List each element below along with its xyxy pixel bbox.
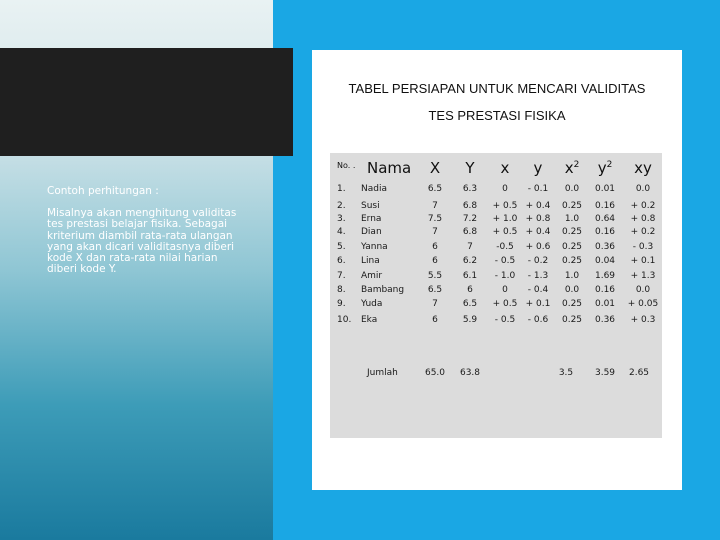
cell-x2: 0.25 (561, 201, 583, 211)
cell-x: - 0.5 (494, 315, 516, 325)
total-X: 65.0 (424, 368, 446, 378)
cell-y2: 0.36 (594, 242, 616, 252)
header-x: x (500, 159, 510, 177)
cell-X: 6 (432, 315, 438, 325)
cell-X: 5.5 (427, 271, 443, 281)
cell-Y: 6.8 (462, 227, 478, 237)
cell-x: - 1.0 (494, 271, 516, 281)
table-title-line1: TABEL PERSIAPAN UNTUK MENCARI VALIDITAS (348, 81, 646, 96)
cell-x2: 0.25 (561, 256, 583, 266)
cell-y: - 1.3 (527, 271, 549, 281)
header-y2 (598, 159, 613, 177)
cell-y: - 0.6 (527, 315, 549, 325)
cell-x: 0 (502, 184, 508, 194)
total-Y: 63.8 (459, 368, 481, 378)
cell-X: 6.5 (427, 285, 443, 295)
cell-Y: 6.2 (462, 256, 478, 266)
cell-no: 5. (337, 242, 346, 252)
cell-nama: Lina (361, 256, 380, 266)
cell-x: + 0.5 (492, 299, 518, 309)
cell-x2: 0.0 (564, 184, 580, 194)
cell-Y: 6.8 (462, 201, 478, 211)
cell-y2: 0.01 (594, 184, 616, 194)
table-title-line2: TES PRESTASI FISIKA (428, 108, 566, 123)
total-label: Jumlah (367, 368, 398, 378)
cell-no: 6. (337, 256, 346, 266)
total-y2: 3.59 (594, 368, 616, 378)
cell-x2: 0.25 (561, 242, 583, 252)
cell-Y: 6.5 (462, 299, 478, 309)
cell-X: 7 (432, 201, 438, 211)
header-xy: xy (634, 159, 652, 177)
cell-xy: 0.0 (635, 285, 651, 295)
cell-x: -0.5 (496, 242, 514, 252)
cell-no: 1. (337, 184, 346, 194)
cell-x2: 0.25 (561, 299, 583, 309)
cell-x: + 0.5 (492, 227, 518, 237)
header-x2-base: x (564, 159, 574, 177)
cell-x: - 0.5 (494, 256, 516, 266)
cell-xy: - 0.3 (632, 242, 654, 252)
total-xy: 2.65 (628, 368, 650, 378)
cell-X: 6 (432, 242, 438, 252)
cell-Y: 7.2 (462, 214, 478, 224)
cell-X: 6.5 (427, 184, 443, 194)
cell-nama: Eka (361, 315, 378, 325)
cell-x: 0 (502, 285, 508, 295)
cell-x2: 1.0 (564, 214, 580, 224)
header-y2-base: y (597, 159, 607, 177)
cell-x2: 0.25 (561, 227, 583, 237)
total-x2: 3.5 (558, 368, 574, 378)
cell-nama: Yanna (361, 242, 388, 252)
cell-y: - 0.2 (527, 256, 549, 266)
cell-xy: + 0.8 (630, 214, 656, 224)
cell-y2: 0.16 (594, 285, 616, 295)
header-y: y (533, 159, 543, 177)
cell-X: 6 (432, 256, 438, 266)
cell-no: 7. (337, 271, 346, 281)
cell-y: + 0.8 (525, 214, 551, 224)
validity-table (330, 153, 662, 438)
cell-y: - 0.1 (527, 184, 549, 194)
cell-xy: + 0.3 (630, 315, 656, 325)
cell-X: 7 (432, 227, 438, 237)
cell-xy: + 0.05 (627, 299, 659, 309)
header-X: X (429, 159, 441, 177)
cell-y2: 1.69 (594, 271, 616, 281)
cell-Y: 6.3 (462, 184, 478, 194)
cell-no: 9. (337, 299, 346, 309)
cell-x: + 1.0 (492, 214, 518, 224)
header-no: No. . (337, 161, 356, 170)
content-panel (312, 50, 682, 490)
header-nama: Nama (367, 159, 412, 177)
cell-xy: + 0.1 (630, 256, 656, 266)
cell-x: + 0.5 (492, 201, 518, 211)
cell-X: 7 (432, 299, 438, 309)
cell-nama: Bambang (361, 285, 405, 295)
cell-xy: + 0.2 (630, 227, 656, 237)
header-x2-exponent: 2 (573, 160, 580, 170)
cell-X: 7.5 (427, 214, 443, 224)
cell-Y: 6.1 (462, 271, 478, 281)
cell-nama: Susi (361, 201, 380, 211)
cell-y: + 0.1 (525, 299, 551, 309)
example-text-block (47, 186, 243, 275)
cell-y2: 0.64 (594, 214, 616, 224)
cell-nama: Nadia (361, 184, 387, 194)
cell-y2: 0.16 (594, 227, 616, 237)
cell-y2: 0.04 (594, 256, 616, 266)
cell-no: 8. (337, 285, 346, 295)
cell-nama: Erna (361, 214, 382, 224)
cell-no: 2. (337, 201, 346, 211)
cell-y: + 0.4 (525, 201, 551, 211)
cell-nama: Dian (361, 227, 382, 237)
cell-x2: 0.25 (561, 315, 583, 325)
cell-Y: 6 (467, 285, 473, 295)
cell-x2: 1.0 (564, 271, 580, 281)
cell-y2: 0.36 (594, 315, 616, 325)
cell-no: 3. (337, 214, 346, 224)
example-description: Misalnya akan menghitung validitas tes prestasi belajar fisika. Sebagai kriterium diambil rata-rata ulangan yang akan dicari validitasnya diberi kode X dan rata-rata nilai harian diberi kode Y. (47, 207, 237, 276)
header-y2-exponent: 2 (606, 160, 613, 170)
cell-y: + 0.4 (525, 227, 551, 237)
cell-Y: 5.9 (462, 315, 478, 325)
header-x2 (565, 159, 580, 177)
cell-y: + 0.6 (525, 242, 551, 252)
cell-y2: 0.01 (594, 299, 616, 309)
cell-xy: + 0.2 (630, 201, 656, 211)
cell-x2: 0.0 (564, 285, 580, 295)
cell-xy: 0.0 (635, 184, 651, 194)
cell-nama: Yuda (361, 299, 383, 309)
header-Y: Y (465, 159, 475, 177)
title-dark-block (0, 48, 293, 156)
cell-no: 10. (337, 315, 352, 325)
cell-nama: Amir (361, 271, 383, 281)
cell-y: - 0.4 (527, 285, 549, 295)
cell-Y: 7 (467, 242, 473, 252)
cell-no: 4. (337, 227, 346, 237)
example-heading: Contoh perhitungan : (47, 185, 159, 197)
cell-y2: 0.16 (594, 201, 616, 211)
cell-xy: + 1.3 (630, 271, 656, 281)
